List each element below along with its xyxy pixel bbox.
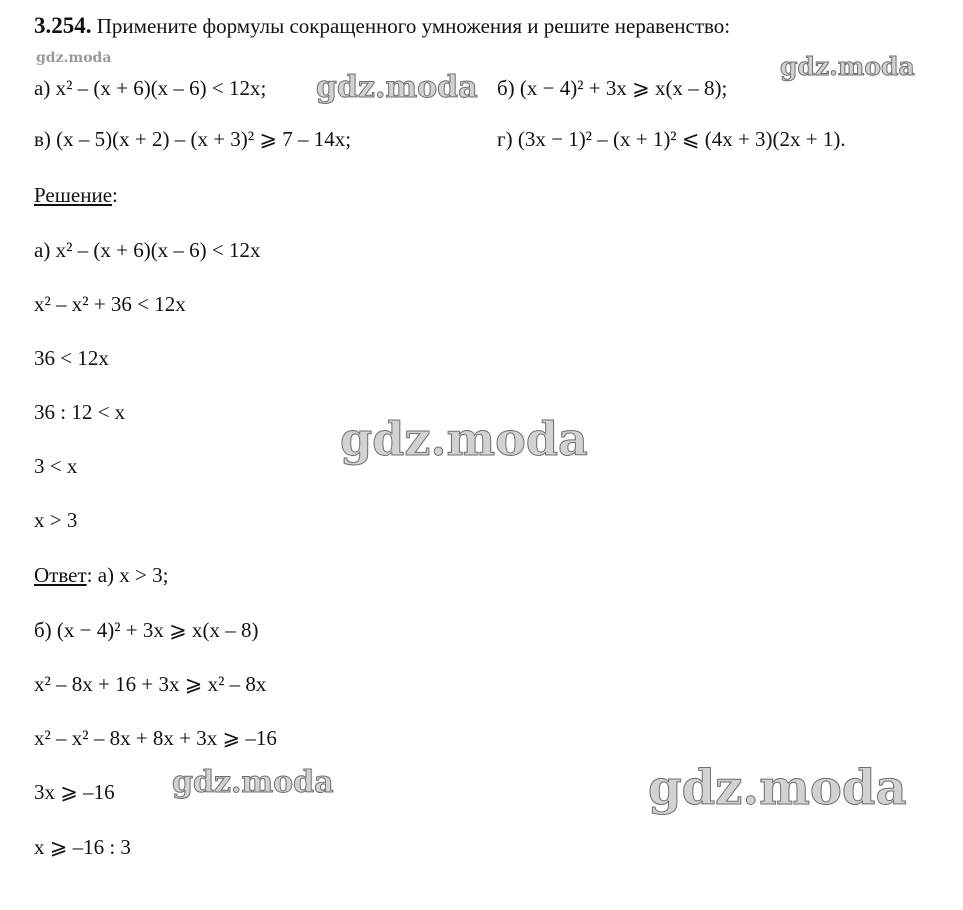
problem-number: 3.254.	[34, 13, 92, 38]
answer-a	[34, 562, 168, 588]
task-b: б) (x − 4)² + 3x ⩾ x(x – 8);	[497, 76, 728, 100]
problem-header	[34, 13, 730, 39]
step-b-3: x² – x² – 8x + 8x + 3x ⩾ –16	[34, 726, 277, 750]
watermark-bottom-right: gdz.moda	[648, 760, 907, 816]
task-v: в) (x – 5)(x + 2) – (x + 3)² ⩾ 7 – 14x;	[34, 127, 352, 151]
solution-heading-label: Решение	[34, 183, 113, 207]
solution-heading-colon: :	[112, 183, 118, 207]
step-a-6: x > 3	[34, 508, 78, 532]
step-a-5: 3 < x	[34, 454, 78, 478]
step-b-4: 3x ⩾ –16	[34, 780, 115, 804]
watermark-top-right: gdz.moda	[780, 52, 915, 81]
step-b-2: x² – 8x + 16 + 3x ⩾ x² – 8x	[34, 672, 267, 696]
watermark-top-middle: gdz.moda	[316, 70, 478, 105]
watermark-bottom-left: gdz.moda	[172, 765, 334, 800]
step-a-3: 36 < 12x	[34, 346, 109, 370]
step-a-1: а) x² – (x + 6)(x – 6) < 12x	[34, 238, 261, 262]
answer-text: : а) x > 3;	[86, 563, 169, 587]
step-a-4: 36 : 12 < x	[34, 400, 126, 424]
answer-label: Ответ	[34, 563, 87, 587]
watermark-small-top: gdz.moda	[36, 50, 112, 66]
step-b-1: б) (x − 4)² + 3x ⩾ x(x – 8)	[34, 618, 259, 642]
solution-heading	[34, 182, 118, 208]
task-g: г) (3x − 1)² – (x + 1)² ⩽ (4x + 3)(2x + 1).	[497, 127, 846, 151]
watermark-center: gdz.moda	[340, 412, 588, 466]
step-a-2: x² – x² + 36 < 12x	[34, 292, 186, 316]
step-b-5: x ⩾ –16 : 3	[34, 835, 131, 859]
problem-statement: Примените формулы сокращенного умножения и решите неравенство:	[96, 14, 731, 38]
task-a: а) x² – (x + 6)(x – 6) < 12x;	[34, 76, 267, 100]
